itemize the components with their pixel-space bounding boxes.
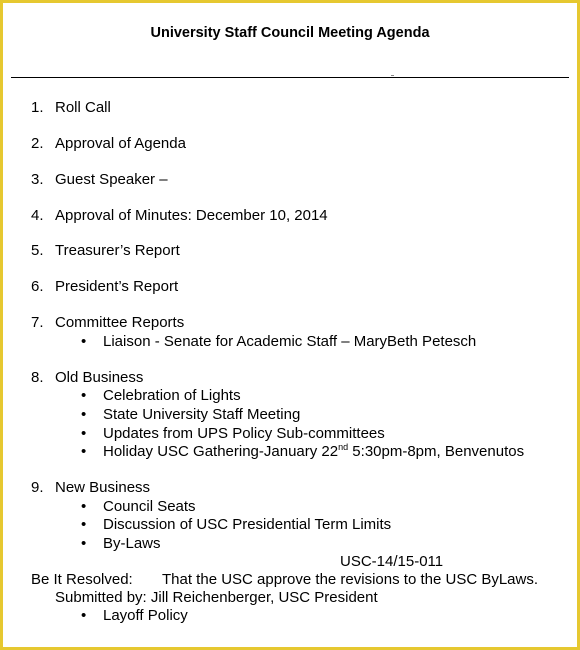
item-number: 2. [31, 135, 44, 152]
item-number: 9. [31, 479, 44, 496]
holiday-time: 5:30pm-8pm, Benvenutos [348, 443, 525, 460]
item-number: 7. [31, 314, 44, 331]
item-number: 6. [31, 278, 44, 295]
bullet-text: Liaison - Senate for Academic Staff – MaryBeth Petesch [103, 333, 477, 350]
bullet-text: State University Staff Meeting [103, 406, 301, 423]
bullet-icon: • [81, 406, 87, 423]
item-number: 1. [31, 99, 44, 116]
bullet-icon: • [81, 607, 87, 624]
bullet-text: Celebration of Lights [103, 387, 241, 404]
bullet-icon: • [81, 498, 87, 515]
item-text: Committee Reports [55, 314, 185, 331]
holiday-text: Holiday USC Gathering-January 22 [103, 443, 339, 460]
item-text: Old Business [55, 369, 144, 386]
resolution-code: USC-14/15-011 [340, 553, 444, 570]
item-number: 3. [31, 171, 44, 188]
ordinal-suffix: nd [338, 442, 349, 452]
bullet-text: Layoff Policy [103, 607, 188, 624]
item-text: New Business [55, 479, 151, 496]
bullet-icon: • [81, 516, 87, 533]
item-number: 5. [31, 242, 44, 259]
divider-mark [391, 75, 394, 76]
item-text: President’s Report [55, 278, 179, 295]
item-text: Approval of Minutes: December 10, 2014 [55, 207, 328, 224]
bullet-icon: • [81, 387, 87, 404]
item-text: Treasurer’s Report [55, 242, 180, 259]
item-text: Approval of Agenda [55, 135, 186, 152]
bullet-icon: • [81, 443, 87, 460]
item-number: 4. [31, 207, 44, 224]
resolution-label: Be It Resolved: [31, 571, 133, 588]
page-title: University Staff Council Meeting Agenda [150, 25, 430, 41]
bullet-icon: • [81, 425, 87, 442]
bullet-text: By-Laws [103, 535, 161, 552]
item-text: Roll Call [55, 99, 111, 116]
submitted-by: Submitted by: Jill Reichenberger, USC President [55, 589, 378, 606]
bullet-icon: • [81, 333, 87, 350]
bullet-icon: • [81, 535, 87, 552]
bullet-text [103, 443, 524, 461]
bullet-text: Discussion of USC Presidential Term Limits [103, 516, 392, 533]
resolution-text: That the USC approve the revisions to the USC ByLaws. [162, 571, 539, 588]
title-divider [11, 77, 569, 78]
item-text: Guest Speaker – [55, 171, 168, 188]
item-number: 8. [31, 369, 44, 386]
bullet-text: Council Seats [103, 498, 196, 515]
bullet-text: Updates from UPS Policy Sub-committees [103, 425, 385, 442]
